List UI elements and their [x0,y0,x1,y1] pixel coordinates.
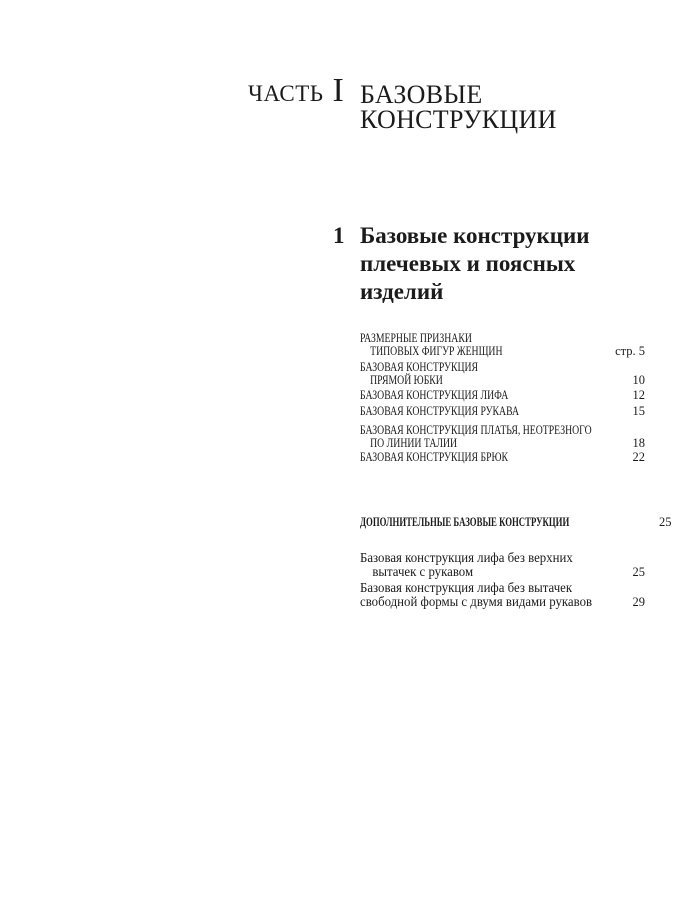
toc-entry-line [360,345,645,358]
chapter-number: 1 [333,223,345,248]
chapter-title-line3: изделий [360,279,444,304]
toc-entry [360,451,645,464]
part-title-line1: БАЗОВЫЕ [360,80,483,109]
toc-page-number: 12 [632,388,645,402]
toc-entry-text: БАЗОВАЯ КОНСТРУКЦИЯ [360,360,479,374]
toc-entry [360,424,645,450]
toc-entry-text: свободной формы с двумя видами рукавов [360,594,593,609]
toc-entry-text: ПРЯМОЙ ЮБКИ [370,373,443,387]
toc-page-number: 18 [632,436,645,450]
toc-entry-text: Базовая конструкция лифа без верхних [360,550,573,565]
toc-entry-text: БАЗОВАЯ КОНСТРУКЦИЯ РУКАВА [360,404,520,418]
part-title [360,82,557,132]
part-header [248,72,344,110]
chapter-title-line2: плечевых и поясных [360,251,576,276]
toc-entry-line [360,405,645,418]
toc-entry [360,581,645,609]
toc-entry [360,515,672,529]
toc-entry-line [360,565,645,579]
toc-entry [360,361,645,387]
toc-entry-line [360,595,645,609]
part-label: ЧАСТЬ [248,81,324,106]
toc-page-number: 22 [632,450,645,464]
toc-entry-text: БАЗОВАЯ КОНСТРУКЦИЯ ЛИФА [360,388,509,402]
toc-page-number: 10 [632,373,645,387]
toc-entry-text: ПО ЛИНИИ ТАЛИИ [370,436,458,450]
toc-entry-line [360,389,645,402]
toc-entry-text: ТИПОВЫХ ФИГУР ЖЕНЩИН [370,344,503,358]
toc-entry-line [360,374,645,387]
part-numeral: I [332,72,344,109]
toc-entry-line [360,515,672,529]
toc-entry [360,389,645,402]
toc-entry [360,332,645,358]
part-title-line2: КОНСТРУКЦИИ [360,105,557,134]
toc-entry-text: ДОПОЛНИТЕЛЬНЫЕ БАЗОВЫЕ КОНСТРУКЦИИ [360,515,570,529]
toc-page-number: 25 [632,565,645,579]
table-of-contents [360,331,672,609]
toc-entry [360,551,645,579]
toc-entry-line [360,437,645,450]
toc-page-number: 25 [658,515,672,529]
toc-page-number: 29 [632,595,645,609]
toc-page-number: стр. 5 [615,344,645,358]
toc-entry-line [360,581,645,595]
chapter-title [360,222,590,306]
toc-entry-line [360,551,645,565]
toc-page-number: 15 [632,404,645,418]
toc-entry-text: БАЗОВАЯ КОНСТРУКЦИЯ БРЮК [360,450,509,464]
toc-entry-text: РАЗМЕРНЫЕ ПРИЗНАКИ [360,331,472,345]
toc-entry [360,405,645,418]
toc-entry-text: БАЗОВАЯ КОНСТРУКЦИЯ ПЛАТЬЯ, НЕОТРЕЗНОГО [360,423,592,437]
chapter-title-line1: Базовые конструкции [360,223,590,248]
toc-entry-line [360,451,645,464]
toc-entry-text: Базовая конструкция лифа без вытачек [360,580,573,595]
toc-entry-text: вытачек с рукавом [372,564,474,579]
